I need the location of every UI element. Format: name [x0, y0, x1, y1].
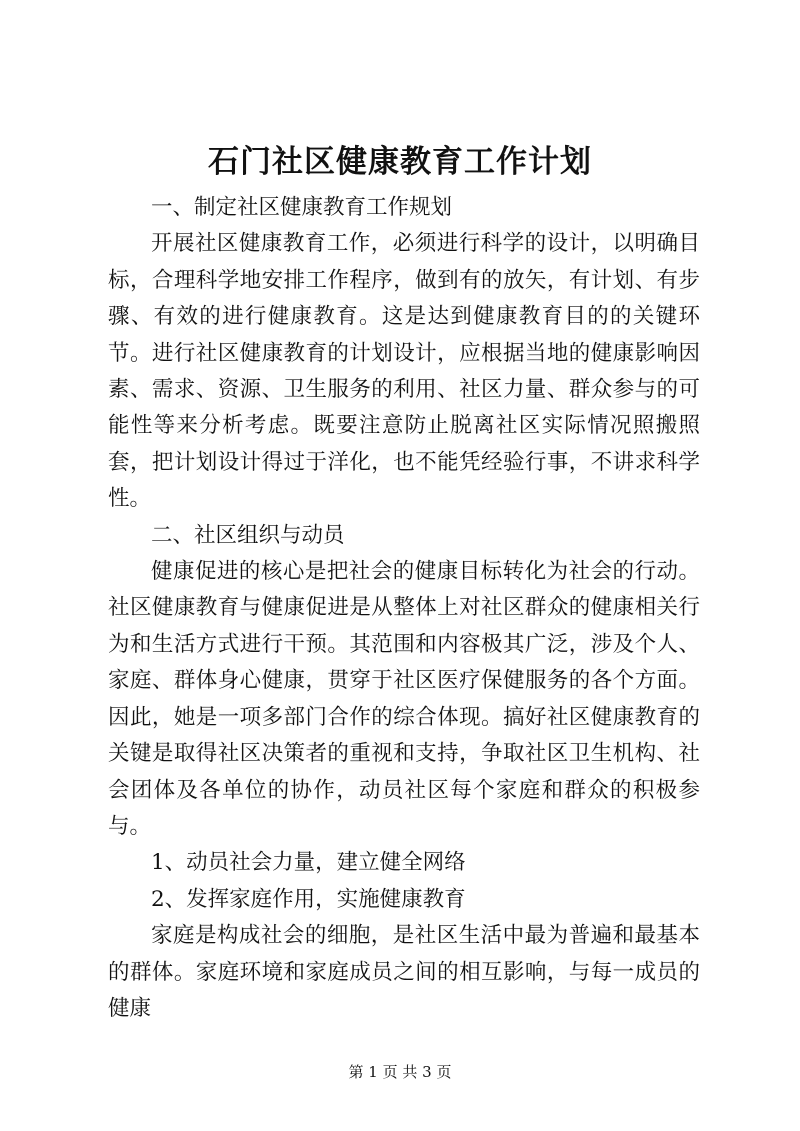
- page-number-footer: 第 1 页 共 3 页: [348, 1063, 452, 1081]
- document-title: 石门社区健康教育工作计划: [208, 144, 592, 180]
- section-heading-organization: 二、社区组织与动员: [151, 522, 345, 548]
- paragraph-planning: 开展社区健康教育工作，必须进行科学的设计，以明确目标，合理科学地安排工作程序，做到有的放矢，有计划、有步骤、有效的进行健康教育。这是达到健康教育目的的关键环节。进行社区健康教育的计划设计，应根据当地的健康影响因素、需求、资源、卫生服务的利用、社区力量、群众参与的可能性等来分析考虑。既要注意防止脱离社区实际情况照搬照套，把计划设计得过于洋化，也不能凭经验行事，不讲求科学性。: [108, 231, 700, 512]
- subheading-social-forces: 1、动员社会力量，建立健全网络: [151, 850, 466, 876]
- paragraph-family: 家庭是构成社会的细胞，是社区生活中最为普遍和最基本的群体。家庭环境和家庭成员之间的相互影响，与每一成员的健康: [108, 923, 700, 1021]
- subheading-family-role: 2、发挥家庭作用，实施健康教育: [151, 886, 466, 912]
- document-body: [108, 190, 700, 1027]
- paragraph-organization: 健康促进的核心是把社会的健康目标转化为社会的行动。社区健康教育与健康促进是从整体上对社区群众的健康相关行为和生活方式进行干预。其范围和内容极其广泛，涉及个人、家庭、群体身心健康，贯穿于社区医疗保健服务的各个方面。因此，她是一项多部门合作的综合体现。搞好社区健康教育的关键是取得社区决策者的重视和支持，争取社区卫生机构、社会团体及各单位的协作，动员社区每个家庭和群众的积极参与。: [108, 559, 700, 839]
- section-heading-planning: 一、制定社区健康教育工作规划: [151, 195, 453, 220]
